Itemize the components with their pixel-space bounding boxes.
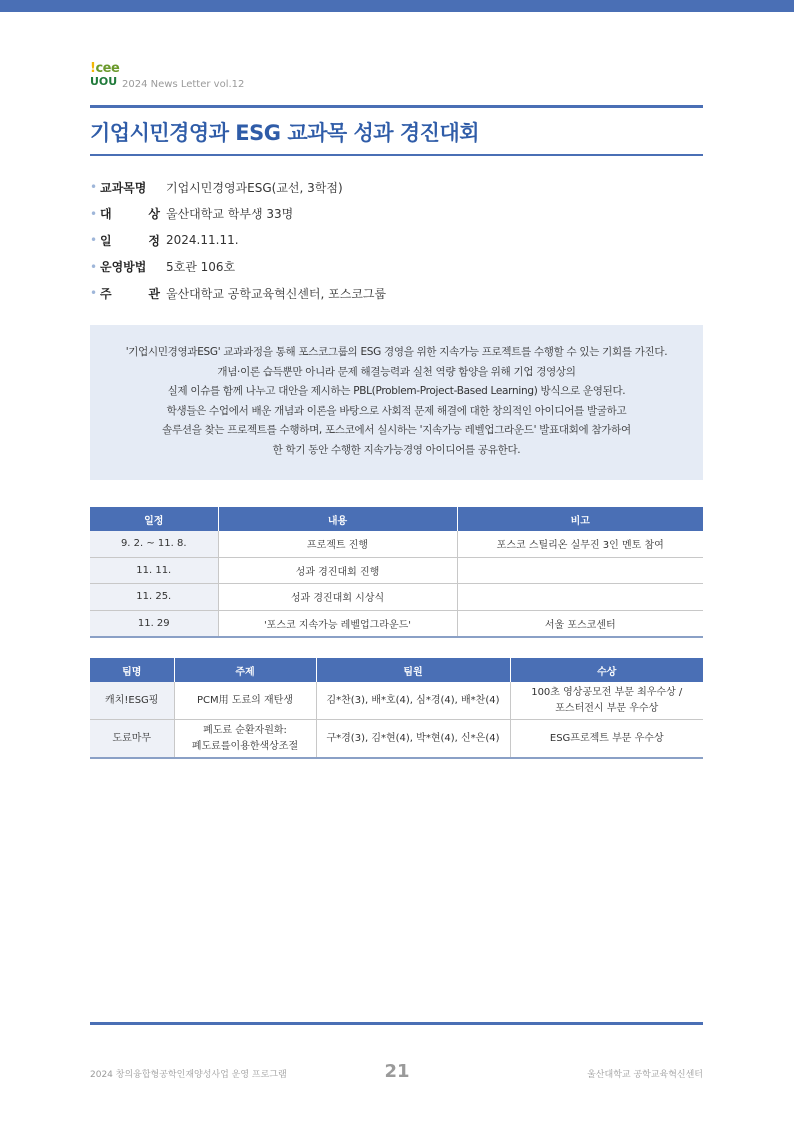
awards-header-topic: 주제 [174,658,316,682]
table-row [90,557,703,584]
info-value: 울산대학교 공학교육혁신센터, 포스코그룹 [166,286,387,301]
info-value: 울산대학교 학부생 33명 [166,207,294,222]
course-info-list [90,174,703,307]
schedule-date: 9. 2. ~ 11. 8. [90,531,218,557]
table-row [90,720,703,759]
summary-line: '기업시민경영과ESG' 교과과정을 통해 포스코그룹의 ESG 경영을 위한 지속가능 프로젝트를 수행할 수 있는 기회를 가진다. [125,346,668,358]
info-item-method: • 운영방법 5호관 106호 [90,259,236,275]
summary-line: 한 학기 동안 수행한 지속가능경영 아이디어를 공유한다. [272,443,521,456]
awards-header-members: 팀원 [316,658,510,682]
top-accent-bar [0,0,794,12]
info-value: 2024.11.11. [166,233,239,248]
footer-program: 2024 창의융합형공학인재양성사업 운영 프로그램 [90,1070,287,1080]
schedule-date: 11. 11. [90,557,218,584]
info-item-organizer: • 주 관 울산대학교 공학교육혁신센터, 포스코그룹 [90,286,387,301]
title-rule-top [90,105,703,108]
table-row [90,531,703,557]
schedule-note [457,584,703,611]
summary-line: 솔루션을 찾는 프로젝트를 수행하며, 포스코에서 실시하는 '지속가능 레벨업그라운드' 발표대회에 참가하여 [162,424,631,437]
table-row [90,584,703,611]
schedule-note [457,557,703,584]
award-topic: PCM用 도료의 재탄생 [174,682,316,720]
awards-table [90,658,703,759]
schedule-content: '포스코 지속가능 레벨업그라운드' [218,610,457,637]
info-value: 5호관 106호 [166,260,236,275]
summary-line: 학생들은 수업에서 배운 개념과 이론을 바탕으로 사회적 문제 해결에 대한 창의적인 아이디어를 발굴하고 [166,404,627,417]
page-title: 기업시민경영과 ESG 교과목 성과 경진대회 [90,121,480,145]
footer-center: 울산대학교 공학교육혁신센터 [587,1070,703,1080]
schedule-date: 11. 25. [90,584,218,611]
awards-header-prize: 수상 [510,658,703,682]
schedule-content: 성과 경진대회 진행 [218,557,457,584]
award-members: 김*찬(3), 배*호(4), 심*경(4), 배*찬(4) [316,682,510,720]
schedule-header-date: 일정 [90,507,218,531]
info-label: 주 관 [100,286,160,301]
newsletter-issue: 2024 News Letter vol.12 [122,79,245,90]
awards-header-team: 팀명 [90,658,174,682]
footer-rule [90,1022,703,1025]
page-number: 21 [384,1061,410,1082]
info-label: 교과목명 [100,180,147,195]
schedule-content: 프로젝트 진행 [218,531,457,557]
info-item-course: • 교과목명 기업시민경영과ESG(교선, 3학점) [90,180,343,195]
schedule-header-note: 비고 [457,507,703,531]
award-prize: ESG프로젝트 부문 우수상 [510,720,703,759]
summary-line: 실제 이슈를 함께 나누고 대안을 제시하는 PBL(Problem-Project-Based Learning) 방식으로 운영된다. [167,385,626,398]
info-value: 기업시민경영과ESG(교선, 3학점) [166,180,343,195]
schedule-header-content: 내용 [218,507,457,531]
info-item-date: • 일 정 2024.11.11. [90,233,239,248]
schedule-note: 서울 포스코센터 [457,610,703,637]
title-rule-bottom [90,154,703,156]
table-row [90,610,703,637]
award-team: 캐치!ESG핑 [90,682,174,720]
schedule-table [90,507,703,638]
info-label: 일 정 [100,233,160,248]
info-label: 대 상 [100,207,160,222]
award-topic: 폐도료 순환자원화: 폐도료를이용한색상조절 [174,720,316,759]
cee-logo: !cee UOU [90,61,120,88]
summary-line: 개념·이론 습득뿐만 아니라 문제 해결능력과 실천 역량 함양을 위해 기업 경영상의 [217,365,576,378]
award-members: 구*경(3), 김*현(4), 박*현(4), 신*은(4) [316,720,510,759]
schedule-note: 포스코 스틸리온 실무진 3인 멘토 참여 [457,531,703,557]
info-label: 운영방법 [100,260,147,275]
award-prize: 100초 영상공모전 부문 최우수상 / 포스터전시 부문 우수상 [510,682,703,720]
info-item-target: • 대 상 울산대학교 학부생 33명 [90,206,294,222]
schedule-date: 11. 29 [90,610,218,637]
award-team: 도료마무 [90,720,174,759]
table-row [90,682,703,720]
schedule-content: 성과 경진대회 시상식 [218,584,457,611]
summary-box [90,325,703,480]
